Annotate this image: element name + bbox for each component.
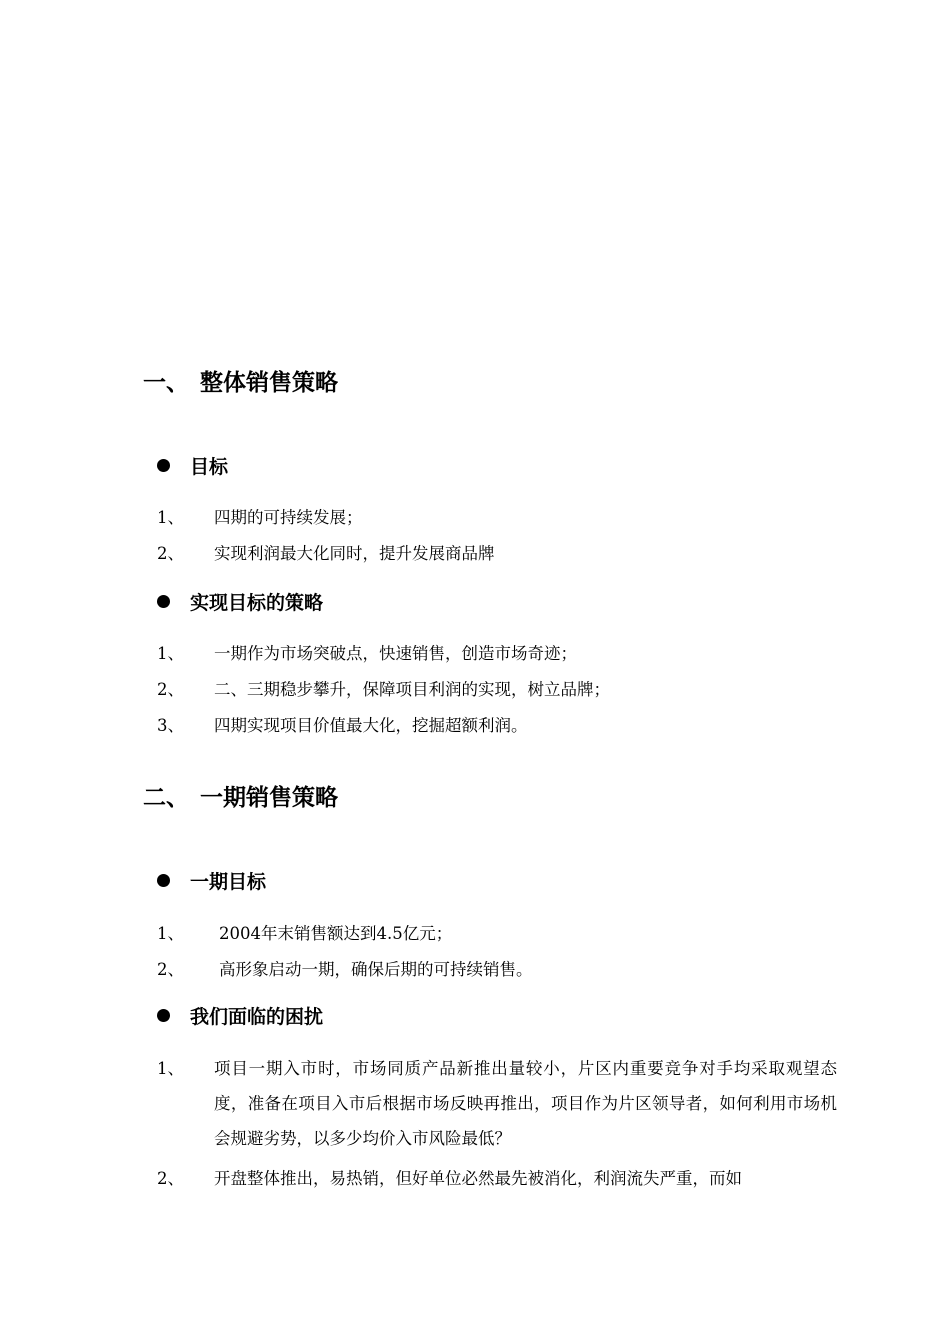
subsection-heading (157, 455, 228, 479)
section-heading (143, 369, 338, 397)
list-item (157, 636, 837, 671)
item-text: 二、三期稳步攀升，保障项目利润的实现，树立品牌； (214, 680, 610, 699)
list-item (157, 672, 837, 707)
item-number: 2、 (157, 960, 184, 979)
subsection-heading (157, 591, 323, 615)
bullet-icon (157, 1009, 170, 1022)
section-number: 二、 (143, 785, 189, 811)
list-item (157, 536, 837, 571)
bullet-icon (157, 874, 170, 887)
item-text: 一期作为市场突破点，快速销售，创造市场奇迹； (214, 644, 577, 663)
section-number: 一、 (143, 370, 189, 396)
item-number: 2、 (157, 1169, 184, 1188)
item-number: 3、 (157, 716, 184, 735)
item-text: 项目一期入市时，市场同质产品新推出量较小，片区内重要竞争对手均采取观望态度，准备在项目入市后根据市场反映再推出，项目作为片区领导者，如何利用市场机会规避劣势，以多少均价入市风险最低？ (214, 1059, 837, 1148)
list-item (157, 500, 837, 535)
list-item (157, 708, 837, 743)
bullet-icon (157, 595, 170, 608)
section-title: 一期销售策略 (200, 785, 338, 811)
list-item (157, 916, 837, 951)
subsection-title: 目标 (190, 456, 229, 478)
item-text: 开盘整体推出，易热销，但好单位必然最先被消化，利润流失严重，而如 (214, 1169, 742, 1188)
subsection-title: 我们面临的困扰 (190, 1006, 324, 1028)
item-text: 四期的可持续发展； (214, 508, 363, 527)
item-text: 四期实现项目价值最大化，挖掘超额利润。 (214, 716, 528, 735)
item-text: 2004年末销售额达到4.5亿元； (219, 924, 453, 943)
item-number: 1、 (157, 644, 184, 663)
section-heading (143, 784, 338, 812)
list-item (157, 952, 837, 987)
item-number: 1、 (157, 508, 184, 527)
subsection-title: 实现目标的策略 (190, 592, 324, 614)
item-number: 2、 (157, 544, 184, 563)
item-text: 实现利润最大化同时，提升发展商品牌 (214, 544, 495, 563)
item-number: 1、 (157, 924, 184, 943)
subsection-heading (157, 870, 266, 894)
list-item (157, 1051, 837, 1156)
item-number: 1、 (157, 1059, 184, 1078)
subsection-heading (157, 1005, 323, 1029)
item-number: 2、 (157, 680, 184, 699)
item-text: 高形象启动一期，确保后期的可持续销售。 (219, 960, 533, 979)
list-item (157, 1161, 837, 1196)
bullet-icon (157, 459, 170, 472)
subsection-title: 一期目标 (190, 871, 267, 893)
section-title: 整体销售策略 (200, 370, 338, 396)
